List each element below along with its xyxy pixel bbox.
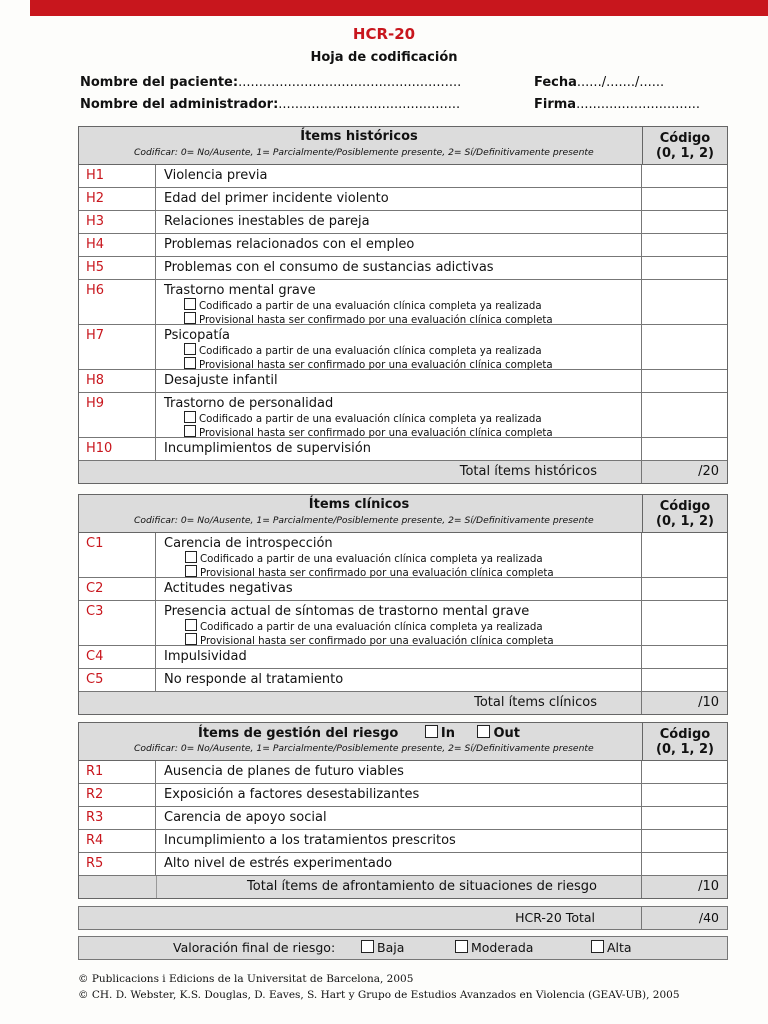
sub-option-label: Provisional hasta ser confirmado por una evaluación clínica completa [200,636,554,647]
clinical-total-row [79,692,727,714]
clinical-total-label: Total ítems clínicos [474,695,597,710]
risk-title-row [79,725,639,741]
table-row [79,257,727,280]
item-label: Alto nivel de estrés experimentado [164,856,393,871]
checkbox[interactable] [185,551,197,563]
sub-option-complete[interactable] [164,551,641,565]
item-label: Problemas con el consumo de sustancias adictivas [164,260,494,275]
item-label: Desajuste infantil [164,373,278,388]
risk-out-label: Out [493,726,521,741]
risk-low-option[interactable] [361,940,404,955]
item-label: Carencia de introspección [164,536,333,551]
date-line[interactable]: ....../......./...... [576,75,665,90]
checkbox[interactable] [184,357,196,369]
coding-legend: Codificar: 0= No/Ausente, 1= Parcialmente/Posiblemente presente, 2= Sí/Definitivamente presente [134,515,594,526]
item-description [157,393,641,439]
risk-header [79,723,727,761]
clinical-title: Ítems clínicos [308,497,410,512]
admin-name-field[interactable] [80,97,460,112]
checkbox[interactable] [361,940,374,953]
historical-total-row [79,461,727,483]
checkbox[interactable] [185,633,197,645]
score-cell[interactable] [641,830,727,852]
table-row [79,853,727,876]
item-label: Trastorno mental grave [164,283,316,298]
grand-total-bar [78,906,728,930]
table-row [79,234,727,257]
risk-total-max: /10 [698,879,719,894]
item-code: R1 [79,761,156,783]
score-cell[interactable] [641,807,727,829]
patient-name-line[interactable]: ...................................................... [238,75,462,90]
sub-option-provisional[interactable] [164,357,641,371]
table-row [79,211,727,234]
table-row [79,438,727,461]
table-row [79,393,727,438]
item-label: Exposición a factores desestabilizantes [164,787,420,802]
item-code: R3 [79,807,156,829]
sub-option-label: Codificado a partir de una evaluación clínica completa ya realizada [200,554,543,565]
historical-header [79,127,727,165]
item-label: Relaciones inestables de pareja [164,214,370,229]
sub-option-complete[interactable] [164,619,641,633]
table-row [79,325,727,370]
risk-moderate-option[interactable] [455,940,533,955]
checkbox[interactable] [184,425,196,437]
item-code: C4 [79,646,156,668]
item-code: H3 [79,211,156,233]
score-cell[interactable] [641,601,727,645]
table-row [79,370,727,393]
score-cell[interactable] [641,325,727,369]
checkbox[interactable] [184,343,196,355]
risk-high-option[interactable] [591,940,632,955]
historical-items-table [78,126,728,484]
item-code: R2 [79,784,156,806]
score-cell[interactable] [641,853,727,875]
item-description [157,533,641,579]
score-cell[interactable] [641,165,727,187]
table-row [79,830,727,853]
admin-name-line[interactable]: ............................................ [278,97,461,112]
clinical-header [79,495,727,533]
item-code: C5 [79,669,156,691]
sub-option-label: Provisional hasta ser confirmado por una evaluación clínica completa [200,568,554,579]
score-cell[interactable] [641,438,727,460]
item-label: Presencia actual de síntomas de trastorno mental grave [164,604,530,619]
table-row [79,646,727,669]
risk-in-label: In [440,726,455,741]
score-cell[interactable] [641,784,727,806]
checkbox[interactable] [455,940,468,953]
historical-title: Ítems históricos [300,129,418,144]
item-description [157,325,641,371]
clinical-total-max: /10 [698,695,719,710]
score-cell[interactable] [641,533,727,577]
risk-in-option[interactable] [425,726,455,741]
item-label: Edad del primer incidente violento [164,191,389,206]
sub-option-provisional[interactable] [164,633,641,647]
sub-option-provisional[interactable] [164,565,641,579]
checkbox[interactable] [425,725,438,738]
score-cell[interactable] [641,370,727,392]
item-code: H5 [79,257,156,279]
score-cell[interactable] [641,578,727,600]
signature-line[interactable]: .............................. [576,97,701,112]
item-code: C3 [79,601,156,645]
item-code: H7 [79,325,156,369]
score-cell[interactable] [641,188,727,210]
sub-option-complete[interactable] [164,343,641,357]
checkbox[interactable] [184,411,196,423]
date-label: Fecha [534,75,577,90]
grand-total-max: /40 [698,910,719,925]
sub-option-label: Codificado a partir de una evaluación clínica completa ya realizada [199,414,542,425]
sub-option-label: Codificado a partir de una evaluación clínica completa ya realizada [199,346,542,357]
item-label: Carencia de apoyo social [164,810,327,825]
sub-option-label: Provisional hasta ser confirmado por una evaluación clínica completa [199,315,553,326]
risk-high-label: Alta [607,940,632,955]
score-cell[interactable] [641,646,727,668]
checkbox[interactable] [185,565,197,577]
sub-option-provisional[interactable] [164,425,641,439]
table-row [79,165,727,188]
table-row [79,669,727,692]
item-code: H8 [79,370,156,392]
code-column-range: (0, 1, 2) [656,146,714,161]
grand-total-label: HCR-20 Total [515,910,595,925]
clinical-items-table [78,494,728,715]
item-code: C2 [79,578,156,600]
item-code: H1 [79,165,156,187]
score-cell[interactable] [641,393,727,437]
item-label: Trastorno de personalidad [164,396,334,411]
checkbox[interactable] [184,312,196,324]
copyright-line-1: © Publicacions i Edicions de la Universitat de Barcelona, 2005 [78,973,414,985]
checkbox[interactable] [185,619,197,631]
sub-option-label: Provisional hasta ser confirmado por una evaluación clínica completa [199,360,553,371]
score-cell[interactable] [641,669,727,691]
item-label: Incumplimientos de supervisión [164,441,371,456]
table-row [79,280,727,325]
coding-legend: Codificar: 0= No/Ausente, 1= Parcialmente/Posiblemente presente, 2= Sí/Definitivamente presente [134,743,594,754]
coding-legend: Codificar: 0= No/Ausente, 1= Parcialmente/Posiblemente presente, 2= Sí/Definitivamente presente [134,147,594,158]
copyright-line-2: © CH. D. Webster, K.S. Douglas, D. Eaves, S. Hart y Grupo de Estudios Avanzados en Violencia (GEAV-UB), 2005 [78,989,680,1001]
risk-total-row [79,876,727,898]
item-label: No responde al tratamiento [164,672,344,687]
code-column-label: Código [659,499,711,514]
score-cell[interactable] [641,761,727,783]
item-description [157,280,641,326]
risk-moderate-label: Moderada [471,940,534,955]
item-label: Problemas relacionados con el empleo [164,237,415,252]
item-code: H4 [79,234,156,256]
code-column-label: Código [659,727,711,742]
item-label: Impulsividad [164,649,247,664]
sub-option-label: Codificado a partir de una evaluación clínica completa ya realizada [199,301,542,312]
form-title: HCR-20 [352,25,416,43]
table-row [79,578,727,601]
table-row [79,188,727,211]
item-code: H9 [79,393,156,437]
item-code: R4 [79,830,156,852]
checkbox[interactable] [184,298,196,310]
historical-total-label: Total ítems históricos [459,464,597,479]
score-cell[interactable] [641,280,727,324]
table-row [79,601,727,646]
sub-option-complete[interactable] [164,298,641,312]
sub-option-provisional[interactable] [164,312,641,326]
top-red-bar [30,0,768,16]
risk-out-option[interactable] [477,726,520,741]
score-cell[interactable] [641,211,727,233]
checkbox[interactable] [477,725,490,738]
table-row [79,807,727,830]
item-label: Violencia previa [164,168,268,183]
item-description [157,601,641,647]
patient-name-label: Nombre del paciente: [80,75,239,90]
item-label: Ausencia de planes de futuro viables [164,764,404,779]
signature-label: Firma [534,97,577,112]
risk-total-blank [79,876,157,898]
final-risk-bar [78,936,728,960]
sub-option-complete[interactable] [164,411,641,425]
patient-name-field[interactable] [80,75,461,90]
risk-low-label: Baja [377,940,405,955]
item-label: Actitudes negativas [164,581,293,596]
signature-field[interactable] [534,97,700,112]
score-cell[interactable] [641,257,727,279]
table-row [79,533,727,578]
final-risk-label: Valoración final de riesgo: [173,940,336,955]
item-code: C1 [79,533,156,577]
historical-total-max: /20 [698,464,719,479]
score-cell[interactable] [641,234,727,256]
form-subtitle: Hoja de codificación [310,50,458,65]
code-column-header [642,127,727,164]
code-column-range: (0, 1, 2) [656,514,714,529]
table-row [79,761,727,784]
risk-title: Ítems de gestión del riesgo [197,726,399,741]
code-column-label: Código [659,131,711,146]
admin-name-label: Nombre del administrador: [80,97,279,112]
table-row [79,784,727,807]
item-code: H2 [79,188,156,210]
sub-option-label: Codificado a partir de una evaluación clínica completa ya realizada [200,622,543,633]
risk-items-table [78,722,728,899]
sub-option-label: Provisional hasta ser confirmado por una evaluación clínica completa [199,428,553,439]
code-column-header [642,723,727,760]
date-field[interactable] [534,75,664,90]
risk-total-label: Total ítems de afrontamiento de situaciones de riesgo [247,879,597,894]
item-code: H10 [79,438,156,460]
code-column-range: (0, 1, 2) [656,742,714,757]
item-label: Incumplimiento a los tratamientos prescritos [164,833,456,848]
item-label: Psicopatía [164,328,230,343]
item-code: H6 [79,280,156,324]
item-code: R5 [79,853,156,875]
checkbox[interactable] [591,940,604,953]
code-column-header [642,495,727,532]
